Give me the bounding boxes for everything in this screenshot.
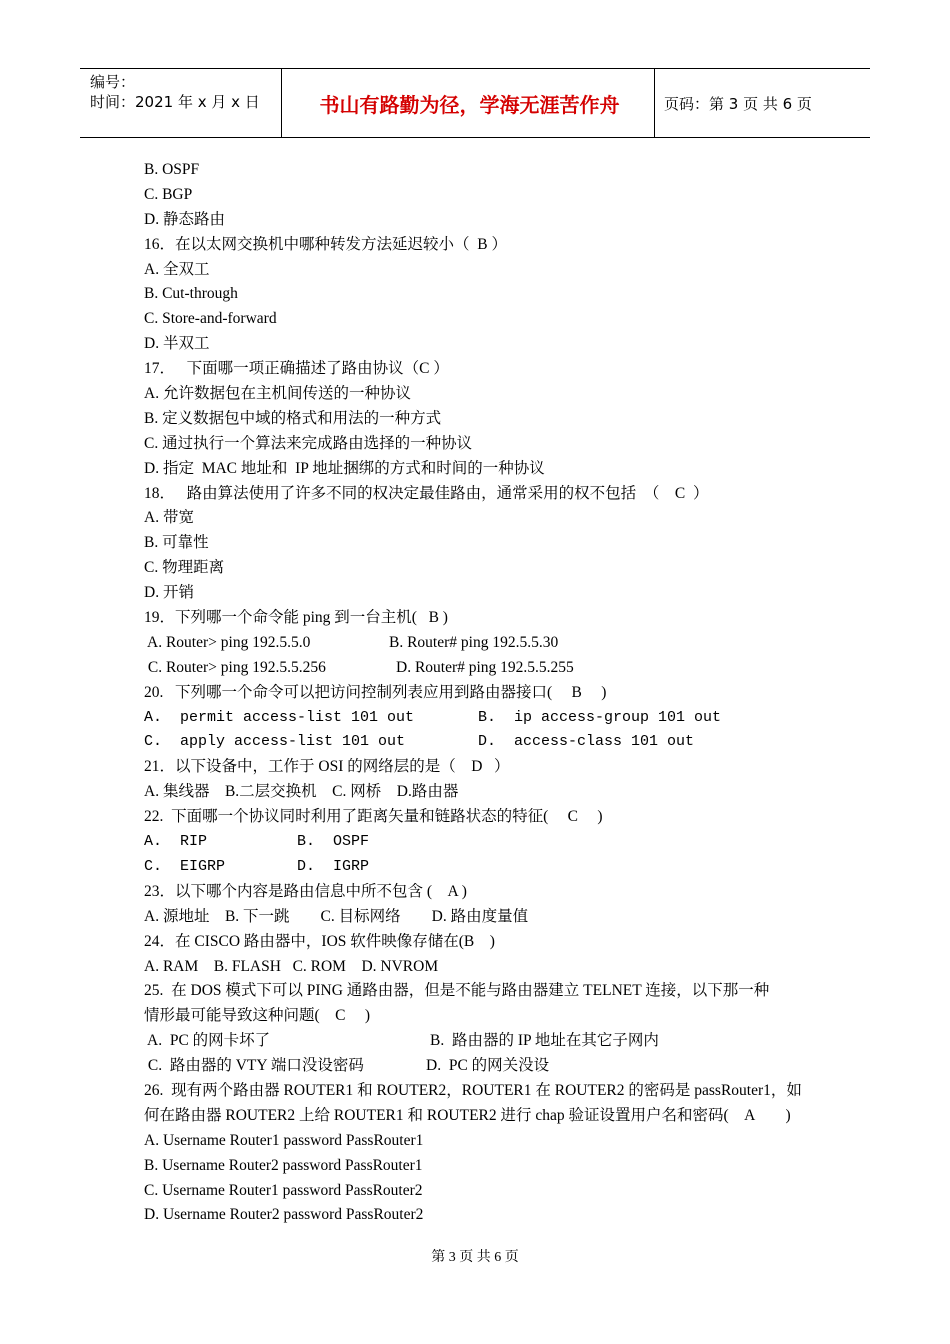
question-17: 17． 下面哪一项正确描述了路由协议（C ） [144, 360, 449, 378]
q22-options-row [144, 830, 834, 855]
option-a: A. PC 的网卡坏了 [144, 1032, 271, 1050]
question-23: 23．以下哪个内容是路由信息中所不包含 ( A ) [144, 882, 467, 900]
option-line: C. 物理距离 [144, 559, 225, 577]
q25-options-row [144, 1054, 834, 1079]
q22-options-row [144, 855, 834, 880]
header-motto: 书山有路勤为径，学海无涯苦作舟 [319, 92, 620, 117]
option-c: C. EIGRP [144, 857, 226, 875]
q24-options: A. RAM B. FLASH C. ROM D. NVROM [144, 957, 439, 975]
header-divider-right [654, 69, 655, 137]
option-c: C. apply access-list 101 out [144, 733, 406, 751]
question-20: 20. 下列哪一个命令可以把访问控制列表应用到路由器接口( B ) [144, 683, 607, 701]
document-body [144, 158, 834, 1228]
option-line: A. 带宽 [144, 509, 194, 527]
text-line: B. OSPF [144, 161, 200, 178]
option-line: B. Username Router2 password PassRouter1 [144, 1156, 423, 1174]
option-d: D. IGRP [297, 857, 370, 875]
text-line: D. 静态路由 [144, 210, 225, 228]
q25-options-row [144, 1029, 834, 1054]
option-b: B. 路由器的 IP 地址在其它子网内 [430, 1032, 659, 1050]
question-18: 18． 路由算法使用了许多不同的权决定最佳路由，通常采用的权不包括 （ C ） [144, 484, 709, 502]
question-19: 19．下列哪一个命令能 ping 到一台主机( B ) [144, 609, 448, 627]
q20-options-row [144, 706, 834, 731]
question-16: 16．在以太网交换机中哪种转发方法延迟较小（ B ） [144, 235, 507, 253]
text-line: C. BGP [144, 185, 193, 203]
question-22: 22. 下面哪一个协议同时利用了距离矢量和链路状态的特征( C ) [144, 808, 603, 826]
page-header [80, 68, 870, 138]
option-line: D. Username Router2 password PassRouter2 [144, 1206, 424, 1224]
option-line: A. 全双工 [144, 260, 210, 278]
question-26: 26. 现有两个路由器 ROUTER1 和 ROUTER2，ROUTER1 在 ROUTER2 的密码是 passRouter1，如 [144, 1081, 802, 1099]
option-d: D. access-class 101 out [478, 733, 695, 751]
question-21: 21．以下设备中，工作于 OSI 的网络层的是（ D ） [144, 758, 510, 776]
option-line: C. Username Router1 password PassRouter2 [144, 1181, 423, 1199]
header-meta [90, 72, 260, 112]
option-c: C. 路由器的 VTY 端口没设密码 [144, 1057, 364, 1075]
option-b: B. OSPF [297, 833, 370, 851]
option-line: C. Store-and-forward [144, 310, 277, 328]
option-a: A. permit access-list 101 out [144, 708, 415, 726]
option-b: B. Router# ping 192.5.5.30 [389, 633, 559, 651]
option-line: B. Cut-through [144, 285, 238, 303]
option-b: B. ip access-group 101 out [478, 708, 722, 726]
page-footer: 第 3 页 共 6 页 [431, 1250, 519, 1265]
option-d: D. Router# ping 192.5.5.255 [396, 658, 574, 676]
question-25: 25. 在 DOS 模式下可以 PING 通路由器，但是不能与路由器建立 TELNET 连接，以下那一种 [144, 982, 770, 1000]
option-line: D. 半双工 [144, 335, 210, 353]
option-line: A. 允许数据包在主机间传送的一种协议 [144, 385, 411, 403]
option-line: A. Username Router1 password PassRouter1 [144, 1131, 424, 1149]
header-divider-left [281, 69, 282, 137]
q19-options-row [144, 656, 834, 681]
option-d: D. PC 的网关没设 [426, 1057, 550, 1075]
q23-options: A. 源地址 B. 下一跳 C. 目标网络 D. 路由度量值 [144, 907, 529, 925]
option-a: A. Router> ping 192.5.5.0 [144, 633, 311, 651]
option-line: B. 定义数据包中域的格式和用法的一种方式 [144, 409, 442, 427]
option-a: A. RIP [144, 833, 208, 851]
question-24: 24．在 CISCO 路由器中，IOS 软件映像存储在(B ) [144, 932, 495, 950]
q21-options: A. 集线器 B.二层交换机 C. 网桥 D.路由器 [144, 783, 459, 801]
q19-options-row [144, 631, 834, 656]
question-26-cont: 何在路由器 ROUTER2 上给 ROUTER1 和 ROUTER2 进行 chap 验证设置用户名和密码( A ) [144, 1106, 791, 1124]
header-page-info: 页码：第 3 页 共 6 页 [664, 94, 812, 113]
option-c: C. Router> ping 192.5.5.256 [144, 658, 326, 676]
header-time-label: 时间：2021 年 x 月 x 日 [90, 93, 260, 111]
option-line: B. 可靠性 [144, 534, 209, 552]
header-number-label: 编号： [90, 73, 136, 91]
option-line: D. 开销 [144, 584, 194, 602]
question-25-cont: 情形最可能导致这种问题( C ) [144, 1007, 371, 1025]
option-line: C. 通过执行一个算法来完成路由选择的一种协议 [144, 434, 473, 452]
q20-options-row [144, 730, 834, 755]
option-line: D. 指定 MAC 地址和 IP 地址捆绑的方式和时间的一种协议 [144, 459, 545, 477]
